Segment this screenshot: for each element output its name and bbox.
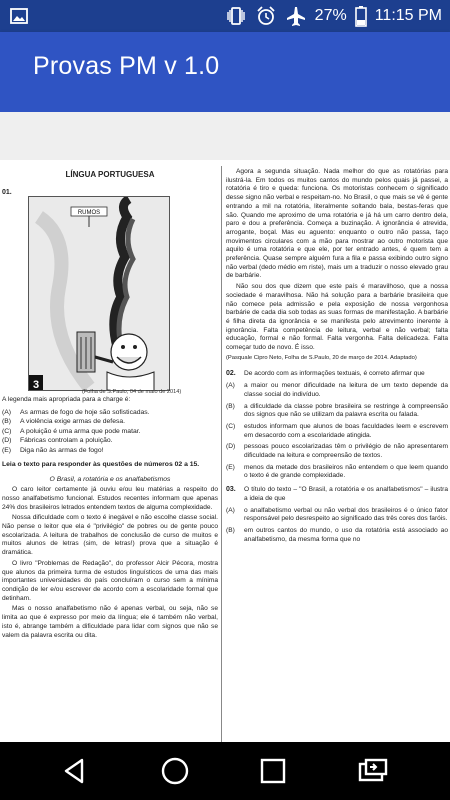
rotate-screen-icon xyxy=(356,756,390,786)
reading-instruction: Leia o texto para responder às questões de números 02 a 15. xyxy=(2,461,200,469)
text-title: O Brasil, a rotatória e os analfabetismos xyxy=(49,476,171,484)
image-icon xyxy=(10,8,28,24)
question-2-option-c[interactable] xyxy=(226,423,448,440)
paragraph: O caro leitor certamente já ouviu e/ou leu matérias a respeito do nosso analfabetismo funcional. Estudos recentes informam que apenas 24% dos brasileiros letrados entendem textos de alguma complexidade. xyxy=(2,486,218,511)
home-button[interactable] xyxy=(135,742,215,800)
option-letter: (A) xyxy=(2,408,12,416)
question-2-option-a[interactable] xyxy=(226,382,448,399)
question-1-number: 01. xyxy=(2,189,12,196)
option-text: estudos informam que alunos de boas faculdades leem e escrevem em desacordo com a escolaridade atingida. xyxy=(244,422,448,439)
column-divider xyxy=(221,166,222,742)
question-1-options xyxy=(2,408,218,456)
question-3-option-a[interactable] xyxy=(226,507,448,524)
document-viewer[interactable] xyxy=(0,112,450,742)
option-letter: (E) xyxy=(226,463,235,471)
option-text: A poluição é uma arma que pode matar. xyxy=(20,427,141,435)
vibrate-icon xyxy=(225,5,247,27)
question-3-header xyxy=(226,486,448,503)
app-title: Provas PM v 1.0 xyxy=(33,52,220,80)
right-paragraphs xyxy=(226,168,448,353)
option-letter: (B) xyxy=(2,418,12,426)
clock: 11:15 PM xyxy=(374,7,442,24)
option-text: o analfabetismo verbal ou não verbal dos brasileiros é o único fator responsável pelo desrespeito ao significado das três cores dos faróis. xyxy=(244,506,448,523)
battery-icon xyxy=(355,5,367,27)
right-column xyxy=(226,168,448,547)
back-icon xyxy=(60,756,90,786)
paragraph: Agora a segunda situação. Nada melhor do que as rotatórias para ilustrá-la. Em todos os muitos cantos do mundo pelos quais já passei, a rotatória é tiro e queda: funciona. Os motoristas conhecem o significado desse signo não verbal e respeitam-no. No Brasil, o que mais se vê é gente entrando a mil na rotatória, literalmente soltando bala, bestas-feras que são. Quando me aproximo de uma rotatória e já há um carro dentro dela, paro e dou a preferência. Começa a buzinação. A ignorância é atrevida, arrogante, boçal. Mas eu aguento: enquanto o outro não passa, faço movimentos circulares com a mão para mostrar ao outro motorista que aquilo é uma rotatória e que ele, por ter entrado antes, é quem tem a preferência. Quase sempre alguém fura a fila e passa exibindo outro signo não verbal (dedo médio em riste), mais um a traduzir o nosso elevado grau de barbárie. xyxy=(226,168,448,280)
option-letter: (D) xyxy=(226,443,236,451)
question-2-option-d[interactable] xyxy=(226,443,448,460)
app-bar xyxy=(0,32,450,112)
question-2-number: 02. xyxy=(226,370,236,378)
back-button[interactable] xyxy=(35,742,115,800)
question-1-stem: A legenda mais apropriada para a charge é: xyxy=(2,396,131,403)
option-text: Fábricas controlam a poluição. xyxy=(20,437,113,445)
question-3-number: 03. xyxy=(226,486,236,494)
option-letter: (A) xyxy=(226,382,235,390)
recents-button[interactable] xyxy=(233,742,313,800)
question-2-option-b[interactable] xyxy=(226,403,448,420)
question-2-options xyxy=(226,382,448,481)
question-1-option-c[interactable] xyxy=(2,427,218,437)
question-1-option-b[interactable] xyxy=(2,417,218,427)
option-text: a dificuldade da classe pobre brasileira se restringe à compreensão dos signos que não se utilizam da palavra escrita ou falada. xyxy=(244,402,448,419)
airplane-icon xyxy=(285,5,307,27)
paragraph: Mas o nosso analfabetismo não é apenas verbal, ou seja, não se limita ao que é expresso por meio da língua; ele é também não verbal, isto é, abrange também a dificuldade para lidar com signos que não se valem da palavra escrita ou dita. xyxy=(2,605,218,639)
option-text: em outros cantos do mundo, o uso da rotatória está associado ao analfabetismo, da mesma forma que no xyxy=(244,526,448,543)
recents-icon xyxy=(258,756,288,786)
option-text: menos da metade dos brasileiros não entendem o que leem quando o texto é de grande complexidade. xyxy=(244,463,448,480)
left-paragraphs xyxy=(2,486,218,640)
question-3-option-b[interactable] xyxy=(226,527,448,544)
question-1-option-a[interactable] xyxy=(2,408,218,418)
option-text: a maior ou menor dificuldade na leitura de um texto depende da classe social do indivíduo. xyxy=(244,382,448,398)
option-text: A violência exige armas de defesa. xyxy=(20,418,126,426)
option-letter: (D) xyxy=(2,437,12,445)
home-icon xyxy=(160,756,190,786)
question-3-options xyxy=(226,507,448,545)
option-letter: (C) xyxy=(226,422,236,430)
battery-percent: 27% xyxy=(314,7,347,24)
navigation-bar xyxy=(0,742,450,800)
question-1-option-e[interactable] xyxy=(2,446,218,456)
option-letter: (B) xyxy=(226,526,235,534)
option-text: pessoas pouco escolarizadas têm o privilégio de não apresentarem dificuldade na leitura e compreensão de textos. xyxy=(244,443,448,460)
option-letter: (E) xyxy=(2,446,12,454)
paragraph: Não sou dos que dizem que este país é maravilhoso, que a nossa sociedade é maravilhosa. Não há solução para a barbárie brasileira que não comece pela admissão e pela exposição de nossa vergonhosa barbárie de cada dia sob todas as suas formas de manifestação. A barbárie é filha direta da ignorância e se manifesta pelo atrevimento inerente à ignorância. Falta competência de leitura, verbal e não verbal; falta educação, formal e não formal. Falta vergonha. Falta delicadeza. Falta começar tudo de novo. É isso. xyxy=(226,283,448,352)
question-1-option-d[interactable] xyxy=(2,436,218,446)
exam-page[interactable] xyxy=(0,160,450,742)
cartoon-label: RUMOS xyxy=(77,210,101,216)
question-2-header xyxy=(226,370,448,379)
question-2-stem: De acordo com as informações textuais, é correto afirmar que xyxy=(244,370,425,378)
option-letter: (B) xyxy=(226,402,235,410)
text-source: (Pasquale Cipro Neto, Folha de S.Paulo, 20 de março de 2014. Adaptado) xyxy=(226,354,417,361)
question-1-body xyxy=(2,396,218,642)
question-2-option-e[interactable] xyxy=(226,464,448,481)
screen-rotate-button[interactable] xyxy=(333,742,413,800)
paragraph: O livro "Problemas de Redação", do professor Alcir Pécora, mostra que alunos da primeira turma de estudos linguísticos de uma das mais importantes universidades do país concluíram o curso sem a mínima condição de ler e/ou escrever de acordo com a escolaridade formal que detinham. xyxy=(2,559,218,602)
option-text: Diga não às armas de fogo! xyxy=(20,446,104,454)
cartoon-number: 3 xyxy=(32,379,40,391)
option-letter: (C) xyxy=(2,427,12,435)
left-column xyxy=(2,168,218,639)
cartoon-image xyxy=(28,196,170,391)
section-header: LÍNGUA PORTUGUESA xyxy=(65,170,155,179)
cartoon-caption: (Folha de S.Paulo, 04 de maio de 2014) xyxy=(82,389,182,395)
paragraph: Nossa dificuldade com o texto é inegável e não escolhe classe social. Não pense o leitor que ela é "privilégio" de pobres ou de gente pouco escolarizada. A leitura de trabalhos de conclusão de curso de muitos e muitos alunos de letras (sim, de letras!) prova que a situação é dramática. xyxy=(2,514,218,557)
option-letter: (A) xyxy=(226,506,235,514)
alarm-icon xyxy=(255,5,277,27)
status-bar xyxy=(0,0,450,32)
question-3-stem: O título do texto – "O Brasil, a rotatória e os analfabetismos" – ilustra a ideia de que xyxy=(244,486,448,502)
option-text: As armas de fogo de hoje são sofisticadas. xyxy=(20,408,150,416)
